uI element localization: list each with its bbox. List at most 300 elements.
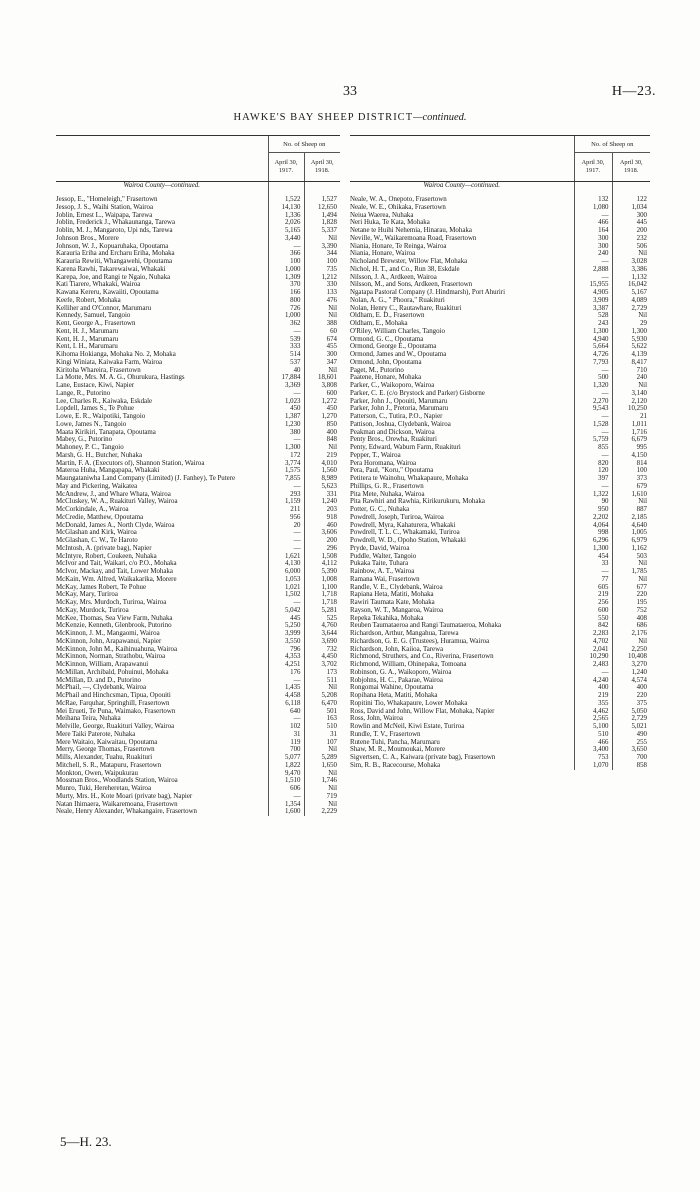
- table-row: [56, 808, 340, 816]
- table-row: [56, 715, 340, 723]
- sheep-1917: 1,070: [574, 762, 612, 770]
- sheep-1917: —: [574, 212, 612, 220]
- sheep-1917: —: [268, 599, 304, 607]
- table-row: [56, 553, 340, 561]
- sheep-1918: 4,450: [304, 653, 340, 661]
- sheep-1917: 753: [574, 754, 612, 762]
- sheep-1918: 1,718: [304, 591, 340, 599]
- table-row: [350, 545, 650, 553]
- sheep-1917: 796: [268, 646, 304, 654]
- table-row: [56, 630, 340, 638]
- table-row: [350, 382, 650, 390]
- sheep-1918: 3,386: [612, 266, 650, 274]
- owner-name: McKinnon, William, Arapawanui: [56, 661, 149, 668]
- sheep-1918: 255: [612, 739, 650, 747]
- sheep-1918: 31: [304, 731, 340, 739]
- owner-name: McIvor, Mackay, and Tait, Lower Mohaka: [56, 568, 173, 575]
- owner-name: Paget, M., Putorino: [350, 366, 404, 374]
- owner-name: Rainbow, A. T., Wairoa: [350, 568, 415, 575]
- owner-name: Robinson, G. A., Waikoporo, Wairoa: [350, 668, 452, 676]
- sheep-1918: Nil: [304, 235, 340, 243]
- table-row: [56, 382, 340, 390]
- table-row: [350, 491, 650, 499]
- sheep-1917: 454: [574, 553, 612, 561]
- owner-name: Nilsson, J. A., Ardkeen, Wairoa: [350, 273, 437, 281]
- left-header-group: No. of Sheep on: [268, 136, 340, 153]
- sheep-1918: 3,650: [612, 746, 650, 754]
- table-row: [56, 429, 340, 437]
- sheep-1918: 133: [304, 289, 340, 297]
- sheep-1917: 120: [574, 467, 612, 475]
- sheep-1918: 5,622: [612, 343, 650, 351]
- table-row: [350, 243, 650, 251]
- sheep-1918: 735: [304, 266, 340, 274]
- sheep-1917: 3,369: [268, 382, 304, 390]
- sheep-1917: 2,283: [574, 630, 612, 638]
- sheep-1917: 1,320: [574, 382, 612, 390]
- sheep-1918: 5,208: [304, 692, 340, 700]
- sheep-1917: 6,296: [574, 537, 612, 545]
- table-row: [56, 452, 340, 460]
- owner-name: Mei Erueti, Te Puna, Waimako, Frasertown: [56, 707, 176, 715]
- sheep-1917: 1,080: [574, 204, 612, 212]
- owner-name: Kennedy, Samuel, Tangoio: [56, 312, 131, 320]
- owner-name: Martin, F. A. (Executors of), Shannon Station, Wairoa: [56, 459, 205, 467]
- sheep-1918: 1,527: [304, 196, 340, 204]
- sheep-1918: 347: [304, 359, 340, 367]
- owner-name: Neville, W., Waikaremoana Road, Frasertown: [350, 234, 477, 242]
- table-row: [350, 398, 650, 406]
- sheep-1918: Nil: [304, 305, 340, 313]
- owner-name: Parker, John J., Opouiti, Marumaru: [350, 397, 448, 405]
- table-row: [350, 692, 650, 700]
- sheep-1917: 1,354: [268, 801, 304, 809]
- right-header-table: [350, 135, 650, 182]
- owner-name: Kawana Kereru, Kawaiiti, Opoutama: [56, 289, 159, 296]
- table-row: [56, 746, 340, 754]
- sheep-1917: 400: [574, 684, 612, 692]
- sheep-1917: 4,251: [268, 661, 304, 669]
- sheep-1917: 132: [574, 196, 612, 204]
- table-row: [56, 777, 340, 785]
- owner-name: Peakman and Dickson, Wairoa: [350, 428, 435, 436]
- sheep-1918: Nil: [612, 382, 650, 390]
- owner-name: Kingi Winiata, Kaiwaka Farm, Wairoa: [56, 358, 163, 366]
- table-row: [56, 754, 340, 762]
- sheep-1918: 511: [304, 677, 340, 685]
- sheep-1917: 5,250: [268, 622, 304, 630]
- sheep-1918: Nil: [304, 770, 340, 778]
- table-row: [56, 483, 340, 491]
- sheep-1918: 1,132: [612, 274, 650, 282]
- table-row: [56, 227, 340, 235]
- sheep-1918: 814: [612, 460, 650, 468]
- owner-name: Karepa, Joe, and Rangi te Ngaio, Nuhaka: [56, 273, 171, 281]
- table-row: [56, 374, 340, 382]
- owner-name: McKay, Murdock, Turiroa: [56, 606, 129, 614]
- sheep-1918: 300: [612, 212, 650, 220]
- right-county-heading: Wairoa County—continued.: [423, 182, 500, 189]
- sheep-1918: 29: [612, 320, 650, 328]
- sheep-1917: 102: [268, 723, 304, 731]
- owner-name: McKay, Mary, Turiroa: [56, 591, 118, 599]
- owner-name: Neiua Waerea, Nuhaka: [350, 211, 414, 219]
- table-row: [350, 498, 650, 506]
- table-row: [56, 700, 340, 708]
- table-row: [350, 343, 650, 351]
- owner-name: Kihoma Hokianga, Mohaka No. 2, Mohaka: [56, 351, 176, 358]
- sheep-1918: 296: [304, 545, 340, 553]
- sheep-1918: 4,112: [304, 560, 340, 568]
- table-row: [350, 227, 650, 235]
- sheep-1917: 3,999: [268, 630, 304, 638]
- owner-name: McCorkindale, A., Wairoa: [56, 506, 129, 513]
- owner-name: McGlashan, C. W., Te Haroto: [56, 537, 138, 544]
- sheep-1917: 77: [574, 576, 612, 584]
- sheep-1918: Nil: [304, 801, 340, 809]
- sheep-1917: 1,387: [268, 413, 304, 421]
- table-row: [350, 421, 650, 429]
- owner-name: Marsh, G. H., Butcher, Nuhaka: [56, 451, 143, 459]
- owner-name: Powdrell, Myra, Kahaturera, Whakaki: [350, 521, 456, 529]
- owner-name: Karauria Rewiti, Whangawehi, Opoutama: [56, 258, 173, 265]
- owner-name: Ormond, George E., Opoutama: [350, 343, 437, 351]
- table-row: [350, 708, 650, 716]
- sheep-1918: 1,300: [612, 328, 650, 336]
- table-row: [56, 243, 340, 251]
- owner-name: Niania, Honare, Wairoa: [350, 250, 416, 258]
- left-header-1918: April 30, 1918.: [304, 153, 340, 182]
- left-sheep-table: [56, 182, 340, 816]
- owner-name: O'Riley, William Charles, Tangoio: [350, 327, 445, 335]
- sheep-1917: 6,000: [268, 568, 304, 576]
- owner-name: Niania, Honare, Te Reinga, Wairoa: [350, 242, 447, 250]
- table-row: [56, 274, 340, 282]
- owner-name: McIntyre, Robert, Coukeen, Nuhaka: [56, 552, 157, 560]
- sheep-1917: 1,053: [268, 576, 304, 584]
- sheep-1918: 200: [612, 227, 650, 235]
- sheep-1917: —: [268, 529, 304, 537]
- table-row: [350, 615, 650, 623]
- sheep-1917: 640: [268, 708, 304, 716]
- sheep-1918: 850: [304, 421, 340, 429]
- owner-name: Mabey, G., Putorino: [56, 436, 113, 444]
- owner-name: McPhail and Hinchcsman, Tipua, Opouiti: [56, 692, 171, 699]
- sheep-1917: 510: [574, 731, 612, 739]
- table-row: [56, 514, 340, 522]
- table-row: [56, 568, 340, 576]
- sheep-1917: 1,159: [268, 498, 304, 506]
- sheep-1917: 4,353: [268, 653, 304, 661]
- sheep-1918: 3,390: [304, 243, 340, 251]
- sheep-1918: 1,240: [612, 669, 650, 677]
- table-row: [56, 677, 340, 685]
- sheep-1918: Nil: [612, 312, 650, 320]
- sheep-1917: 445: [268, 615, 304, 623]
- sheep-1917: 605: [574, 584, 612, 592]
- owner-name: Lange, R., Putorino: [56, 389, 111, 397]
- sheep-1918: 2,185: [612, 514, 650, 522]
- sheep-1918: 5,289: [304, 754, 340, 762]
- sheep-1917: 1,300: [268, 444, 304, 452]
- table-row: [56, 444, 340, 452]
- table-row: [56, 638, 340, 646]
- table-row: [56, 413, 340, 421]
- table-row: [350, 576, 650, 584]
- table-row: [56, 591, 340, 599]
- owner-name: Richardson, G. E. G. (Trustees), Huramua, Wairoa: [350, 637, 490, 645]
- table-row: [56, 336, 340, 344]
- sheep-1918: 60: [304, 328, 340, 336]
- sheep-1917: —: [268, 545, 304, 553]
- sheep-1918: 5,281: [304, 607, 340, 615]
- sheep-1918: 1,034: [612, 204, 650, 212]
- sheep-1918: 4,574: [612, 677, 650, 685]
- sheep-1918: 3,644: [304, 630, 340, 638]
- sheep-1917: —: [268, 537, 304, 545]
- sheep-1917: 5,759: [574, 436, 612, 444]
- sheep-1917: 1,230: [268, 421, 304, 429]
- sheep-1918: 2,229: [304, 808, 340, 816]
- sheep-1918: 6,679: [612, 436, 650, 444]
- right-header-group: No. of Sheep on: [574, 136, 650, 153]
- table-row: [56, 196, 340, 204]
- sheep-1918: Nil: [612, 638, 650, 646]
- table-row: [56, 692, 340, 700]
- owner-name: Kiritoha Whareira, Frasertown: [56, 366, 141, 374]
- sheep-1917: 4,240: [574, 677, 612, 685]
- owner-name: McKee, Thomas, Sea View Farm, Nuhaka: [56, 614, 173, 622]
- table-row: [56, 599, 340, 607]
- sheep-1917: 219: [574, 692, 612, 700]
- owner-name: Keefe, Robert, Mohaka: [56, 296, 121, 304]
- sheep-1918: 373: [612, 475, 650, 483]
- owner-name: McKinnon, John, Arapawanui, Napier: [56, 637, 162, 645]
- owner-name: Rongomai Wahine, Opoutama: [350, 684, 434, 692]
- table-row: [56, 506, 340, 514]
- sheep-1918: 240: [612, 374, 650, 382]
- owner-name: Powdrell, Joseph, Turiroa, Wairoa: [350, 513, 444, 521]
- sheep-1918: 408: [612, 615, 650, 623]
- sheep-1918: Nil: [304, 684, 340, 692]
- owner-name: Pepper, T., Wairoa: [350, 451, 401, 459]
- table-row: [350, 367, 650, 375]
- sheep-1918: 300: [304, 351, 340, 359]
- sheep-1917: 4,462: [574, 708, 612, 716]
- table-row: [56, 661, 340, 669]
- sheep-1917: 1,822: [268, 762, 304, 770]
- sheep-1918: 375: [612, 700, 650, 708]
- table-row: [350, 560, 650, 568]
- sheep-1917: 1,023: [268, 398, 304, 406]
- sheep-1918: 122: [612, 196, 650, 204]
- sheep-1918: 3,140: [612, 390, 650, 398]
- table-row: [350, 390, 650, 398]
- sheep-1918: 1,785: [612, 568, 650, 576]
- sheep-1917: 7,855: [268, 475, 304, 483]
- table-row: [56, 545, 340, 553]
- table-row: [56, 622, 340, 630]
- sheep-1917: 176: [268, 669, 304, 677]
- owner-name: Ross, David and John, Willow Flat, Mohaka, Napier: [350, 707, 495, 715]
- owner-name: Sigvertsen, C. A., Kaiwara (private bag), Frasertown: [350, 754, 496, 761]
- owner-name: Patterson, C., Tutira, P.O., Napier: [350, 413, 443, 420]
- sheep-1918: 732: [304, 646, 340, 654]
- sheep-1918: 455: [304, 343, 340, 351]
- owner-name: Mere Taiki Paterote, Nuhaka: [56, 730, 136, 738]
- owner-name: Kent, George A., Frasertown: [56, 320, 136, 327]
- table-row: [56, 669, 340, 677]
- table-row: [350, 739, 650, 747]
- sheep-1917: —: [268, 483, 304, 491]
- sheep-1917: 240: [574, 250, 612, 258]
- table-row: [350, 460, 650, 468]
- sheep-1917: 1,528: [574, 421, 612, 429]
- sheep-1918: 5,021: [612, 723, 650, 731]
- sheep-1918: 100: [612, 467, 650, 475]
- sheep-1917: 243: [574, 320, 612, 328]
- owner-name: Joblin, M. J., Mangaroto, Upi nds, Tarewa: [56, 227, 173, 234]
- sheep-1918: 10,408: [612, 653, 650, 661]
- owner-name: Rayson, W. T., Mangaroa, Wairoa: [350, 606, 444, 614]
- owner-name: Penty, Edward, Waburn Farm, Ruakituri: [350, 444, 461, 451]
- sheep-1917: 172: [268, 452, 304, 460]
- sheep-1918: 344: [304, 250, 340, 258]
- sheep-1918: 220: [612, 591, 650, 599]
- owner-name: Monkton, Owen, Waipukurau: [56, 769, 138, 777]
- owner-name: McMillan, Archibald, Pohuinui, Mohaka: [56, 668, 169, 676]
- sheep-1918: 700: [612, 754, 650, 762]
- sheep-1918: 1,008: [304, 576, 340, 584]
- sheep-1918: 163: [304, 715, 340, 723]
- table-row: [350, 374, 650, 382]
- sheep-1918: 686: [612, 622, 650, 630]
- table-row: [350, 529, 650, 537]
- sheep-1918: 8,989: [304, 475, 340, 483]
- owner-name: Oldham, E. D., Frasertown: [350, 312, 425, 320]
- sheep-1917: —: [574, 452, 612, 460]
- table-row: [56, 498, 340, 506]
- owner-name: Paatene, Honare, Mohaka: [350, 374, 422, 382]
- sheep-1917: 166: [268, 289, 304, 297]
- table-row: [350, 452, 650, 460]
- table-row: [350, 467, 650, 475]
- owner-name: McKay, James Robert, Te Pohue: [56, 583, 147, 591]
- sheep-1917: 4,905: [574, 289, 612, 297]
- sheep-1917: 3,387: [574, 305, 612, 313]
- owner-name: Rapiana Heta, Matiti, Mohaka: [350, 591, 434, 599]
- owner-name: La Motte, Mrs. M. A. G., Ohurukura, Hastings: [56, 374, 185, 382]
- table-row: [350, 336, 650, 344]
- table-row: [350, 274, 650, 282]
- owner-name: Jessop, J. S., Waihi Station, Wairoa: [56, 203, 154, 211]
- sheep-1917: —: [268, 390, 304, 398]
- sheep-1918: 600: [304, 390, 340, 398]
- sheep-1918: 4,010: [304, 460, 340, 468]
- sheep-1918: 195: [612, 599, 650, 607]
- owner-name: McMillan, D. and D., Putorino: [56, 676, 141, 684]
- sheep-1918: 752: [612, 607, 650, 615]
- sheep-1918: 5,167: [612, 289, 650, 297]
- sheep-1918: 232: [612, 235, 650, 243]
- owner-name: Reuben Taumataeroa and Rangi Taumataeroa, Mohaka: [350, 622, 502, 630]
- owner-name: Rundle, T. V., Frasertown: [350, 730, 421, 738]
- table-row: [56, 576, 340, 584]
- table-row: [56, 312, 340, 320]
- sheep-1917: 956: [268, 514, 304, 522]
- table-row: [350, 359, 650, 367]
- sheep-1918: 1,100: [304, 584, 340, 592]
- table-row: [56, 684, 340, 692]
- sheep-1917: 90: [574, 498, 612, 506]
- table-row: [350, 700, 650, 708]
- sheep-1917: 800: [268, 297, 304, 305]
- sheep-1918: Nil: [612, 576, 650, 584]
- table-row: [350, 553, 650, 561]
- sheep-1917: 33: [574, 560, 612, 568]
- owner-name: Lane, Eustace, Kiwi, Napier: [56, 382, 135, 389]
- owner-name: Richmond, William, Ohinepaka, Tomoana: [350, 661, 467, 668]
- sheep-1918: 3,808: [304, 382, 340, 390]
- table-row: [350, 212, 650, 220]
- sheep-1917: 9,543: [574, 405, 612, 413]
- sheep-1918: 5,390: [304, 568, 340, 576]
- sheep-1917: 820: [574, 460, 612, 468]
- sheep-1917: 4,064: [574, 522, 612, 530]
- sheep-1918: 388: [304, 320, 340, 328]
- table-row: [56, 289, 340, 297]
- sheep-1918: 4,760: [304, 622, 340, 630]
- owner-name: Maata Kirikiri, Tanapata, Opoutama: [56, 428, 156, 436]
- table-row: [56, 359, 340, 367]
- table-row: [56, 436, 340, 444]
- table-row: [350, 522, 650, 530]
- sheep-1917: —: [268, 243, 304, 251]
- table-row: [56, 219, 340, 227]
- sheep-1918: 6,470: [304, 700, 340, 708]
- owner-name: McKain, Wm. Alfred, Waikakarika, Morere: [56, 575, 177, 583]
- owner-name: McCredie, Matthew, Opoutama: [56, 513, 144, 521]
- owner-name: Ngatapa Pastoral Company (J. Hindmarsh), Port Ahuriri: [350, 289, 506, 296]
- sheep-1917: 550: [574, 615, 612, 623]
- sheep-1918: 203: [304, 506, 340, 514]
- table-row: [56, 250, 340, 258]
- sheep-1918: 1,828: [304, 219, 340, 227]
- owner-name: Kent, I. H., Marumaru: [56, 343, 118, 351]
- owner-name: Mere Waitaio, Kaiwaitau, Opoutama: [56, 738, 158, 746]
- sheep-1917: —: [574, 429, 612, 437]
- sheep-1918: 510: [304, 723, 340, 731]
- sheep-1917: 3,909: [574, 297, 612, 305]
- sheep-1917: 256: [574, 599, 612, 607]
- sheep-1917: 514: [268, 351, 304, 359]
- table-row: [350, 715, 650, 723]
- table-row: [56, 793, 340, 801]
- sheep-1917: 31: [268, 731, 304, 739]
- sheep-1917: 293: [268, 491, 304, 499]
- sheep-1917: 5,664: [574, 343, 612, 351]
- owner-name: May and Pickering, Waikatea: [56, 482, 138, 490]
- table-row: [350, 568, 650, 576]
- sheep-1917: 600: [574, 607, 612, 615]
- sheep-1917: 1,502: [268, 591, 304, 599]
- sheep-1918: 5,930: [612, 336, 650, 344]
- sheep-1917: 300: [574, 243, 612, 251]
- sheep-1918: 2,729: [612, 305, 650, 313]
- table-row: [350, 646, 650, 654]
- sheep-1917: 1,510: [268, 777, 304, 785]
- sheep-1918: 3,270: [612, 661, 650, 669]
